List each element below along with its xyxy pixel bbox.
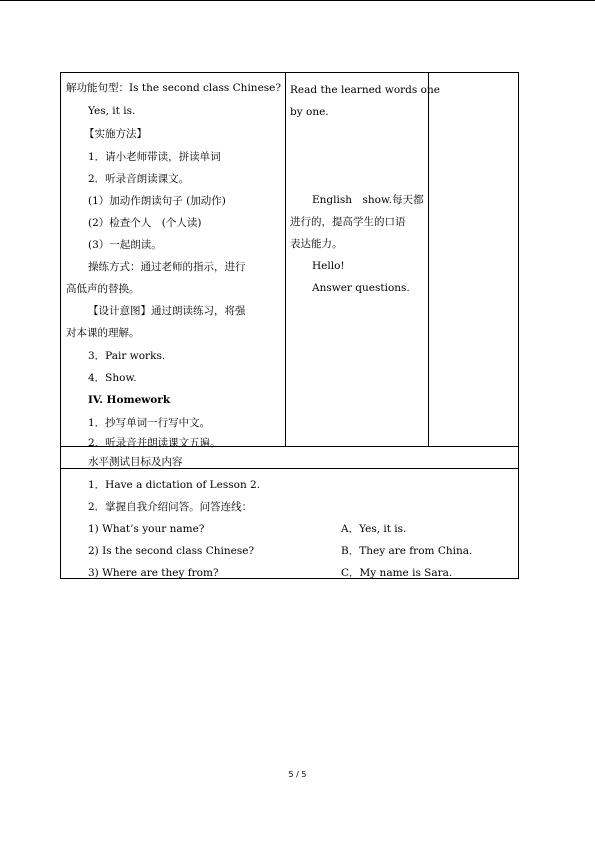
- purpose-line: Answer questions.: [312, 282, 410, 294]
- homework-heading: IV. Homework: [88, 394, 171, 406]
- procedure-line: 3．Pair works.: [88, 350, 166, 362]
- answer: A．Yes, it is.: [341, 523, 407, 535]
- purpose-line: Hello!: [312, 260, 345, 272]
- page-number: 5 / 5: [288, 770, 307, 779]
- purpose-line: Read the learned words one: [290, 84, 440, 96]
- page-top-rule: [0, 0, 595, 1]
- procedure-line: 高低声的替换。: [66, 283, 140, 295]
- answer: C．My name is Sara.: [341, 567, 453, 579]
- procedure-line: 【实施方法】: [84, 128, 147, 140]
- procedure-line: (1）加动作朗读句子 (加动作): [88, 195, 226, 207]
- test-item: 2．掌握自我介绍问答。问答连线：: [88, 501, 253, 513]
- procedure-line: 1．请小老师带读，拼读单词: [88, 151, 221, 163]
- procedure-line: (3）一起朗读。: [88, 239, 162, 251]
- purpose-line: 进行的，提高学生的口语: [290, 216, 406, 228]
- column-divider-2: [428, 72, 429, 446]
- table-border-left: [60, 72, 61, 579]
- procedure-line: 【设计意图】通过朗读练习，将强: [88, 305, 246, 317]
- procedure-line: 对本课的理解。: [66, 327, 140, 339]
- section-header: 水平测试目标及内容: [88, 456, 183, 468]
- procedure-line: 1．抄写单词一行写中文。: [88, 417, 211, 429]
- procedure-line: 解功能句型：Is the second class Chinese?: [66, 82, 282, 94]
- procedure-line: 2．听录音朗读课文。: [88, 173, 190, 185]
- procedure-line: 4．Show.: [88, 372, 137, 384]
- question: 2) Is the second class Chinese?: [88, 545, 255, 557]
- purpose-line: 表达能力。: [290, 238, 343, 250]
- answer: B．They are from China.: [341, 545, 473, 557]
- question: 1) What’s your name?: [88, 523, 205, 535]
- table-border-right: [518, 72, 519, 579]
- procedure-line: 操练方式：通过老师的指示，进行: [88, 261, 246, 273]
- table-border-top: [60, 72, 519, 73]
- purpose-line: by one.: [290, 106, 329, 118]
- column-divider-1: [285, 72, 286, 446]
- purpose-line: English show.每天都: [312, 194, 424, 206]
- procedure-line: 2．听录音并朗读课文五遍。: [88, 437, 221, 449]
- procedure-line: (2）检查个人 (个人读): [88, 217, 202, 229]
- procedure-line: Yes, it is.: [88, 105, 136, 117]
- test-item: 1．Have a dictation of Lesson 2.: [88, 479, 261, 491]
- question: 3) Where are they from?: [88, 567, 219, 579]
